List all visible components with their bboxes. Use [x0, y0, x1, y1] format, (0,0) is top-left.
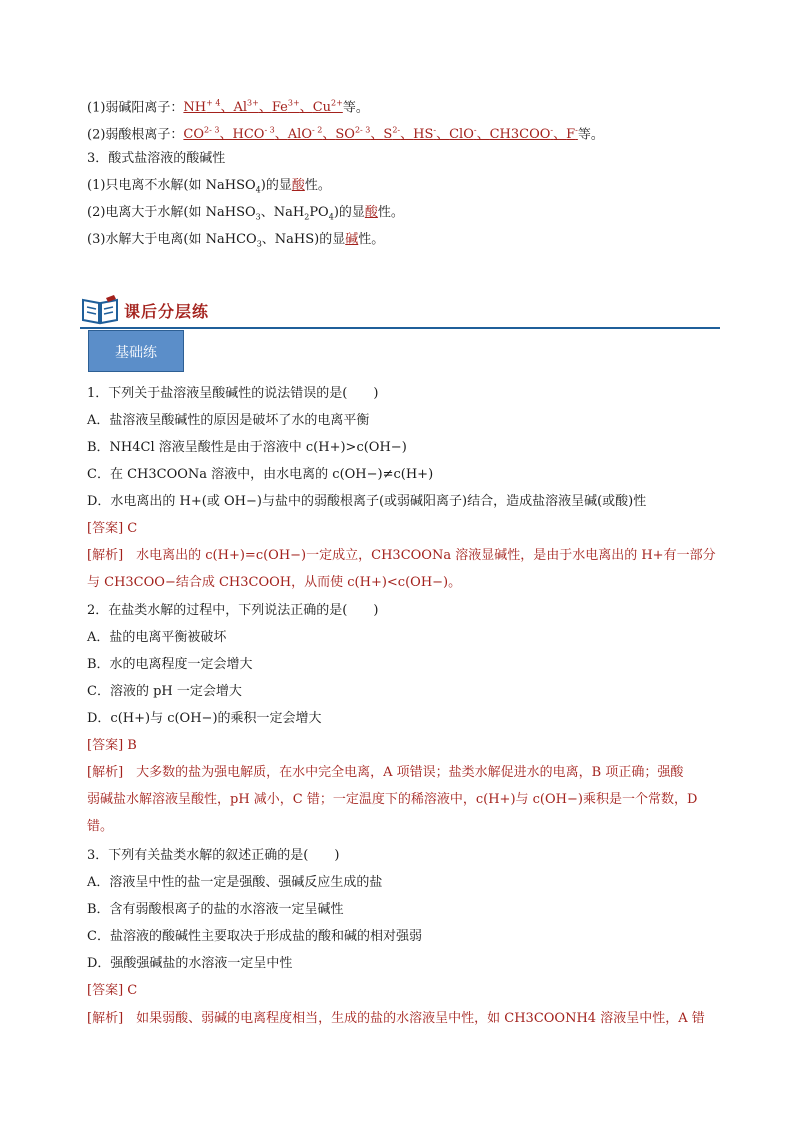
question-1-option-d: D．水电离出的 H+(或 OH−)与盐中的弱酸根离子(或弱碱阳离子)结合，造成盐溶液呈碱(或酸)性	[87, 494, 647, 509]
question-2-explanation-line-1: [解析] 大多数的盐为强电解质，在水中完全电离，A 项错误；盐类水解促进水的电离，B 项正确；强酸	[87, 765, 684, 780]
open-book-icon	[80, 294, 120, 326]
subheading: 3．酸式盐溶液的酸碱性	[87, 151, 226, 166]
question-1-option-b: B．NH4Cl 溶液呈酸性是由于溶液中 c(H+)>c(OH−)	[87, 440, 407, 455]
question-1-explanation-line-2: 与 CH3COO−结合成 CH3COOH，从而使 c(H+)<c(OH−)。	[87, 575, 462, 590]
question-1-answer: [答案] C	[87, 521, 138, 536]
question-3-explanation-line-1: [解析] 如果弱酸、弱碱的电离程度相当，生成的盐的水溶液呈中性，如 CH3COONH4 溶液呈中性，A 错	[87, 1011, 705, 1026]
question-2-option-a: A．盐的电离平衡被破坏	[87, 630, 227, 645]
ion-list: CO$^{2- 3}$、$HCO^{- 3}$、AlO$^{- 2}$、SO$^{2- 3}$、$S^{2-}$、HS-、ClO-、CH3COO-、F-	[183, 126, 578, 143]
section-divider	[80, 327, 720, 329]
question-1-explanation-line-1: [解析] 水电离出的 c(H+)=c(OH−)一定成立，CH3COONa 溶液显碱性，是由于水电离出的 H+有一部分	[87, 548, 716, 563]
question-3-option-a: A．溶液呈中性的盐一定是强酸、强碱反应生成的盐	[87, 875, 383, 890]
question-3-option-d: D．强酸强碱盐的水溶液一定呈中性	[87, 956, 293, 971]
section-header	[80, 294, 720, 330]
question-2-option-d: D．c(H+)与 c(OH−)的乘积一定会增大	[87, 711, 322, 726]
question-1-option-a: A．盐溶液呈酸碱性的原因是破坏了水的电离平衡	[87, 413, 370, 428]
weak-acid-anions-line: (2)弱酸根离子：CO$^{2- 3}$、$HCO^{- 3}$、AlO$^{- 2}$、SO$^{2- 3}$、$S^{2-}$、HS-、ClO-、CH3COO-、F-等。	[87, 126, 604, 143]
question-3-option-b: B．含有弱酸根离子的盐的水溶液一定呈碱性	[87, 902, 344, 917]
question-2-answer: [答案] B	[87, 738, 137, 753]
question-2-explanation-line-3: 错。	[87, 819, 114, 834]
section-title: 课后分层练	[124, 302, 210, 321]
point-2: (2)电离大于水解(如 NaHSO$_3$、$NaH_2PO_4$)的显酸性。	[87, 205, 404, 222]
line-label: (2)弱酸根离子：	[87, 127, 184, 143]
point-1: (1)只电离不水解(如 NaHSO$_4$)的显酸性。	[87, 178, 331, 195]
line-label: (1)弱碱阳离子：	[87, 100, 184, 116]
question-1-option-c: C．在 CH3COONa 溶液中，由水电离的 c(OH−)≠c(H+)	[87, 467, 434, 482]
ion-list: $NH^{+ 4}$、$Al^{3+}$、$Fe^{3+}$、$Cu^{2+}$	[183, 99, 343, 116]
question-3-answer: [答案] C	[87, 983, 138, 998]
weak-base-cations-line: (1)弱碱阳离子：$NH^{+ 4}$、$Al^{3+}$、$Fe^{3+}$、$Cu^{2+}$等。	[87, 99, 369, 116]
question-3-option-c: C．盐溶液的酸碱性主要取决于形成盐的酸和碱的相对强弱	[87, 929, 422, 944]
question-2-option-b: B．水的电离程度一定会增大	[87, 657, 253, 672]
tab-basic-practice: 基础练	[88, 330, 184, 372]
point-3: (3)水解大于电离(如 NaHCO$_3$、NaHS)的显碱性。	[87, 232, 385, 249]
question-2-explanation-line-2: 弱碱盐水解溶液呈酸性，pH 减小，C 错；一定温度下的稀溶液中，c(H+)与 c(OH−)乘积是一个常数，D	[87, 792, 698, 807]
question-1-stem: 1．下列关于盐溶液呈酸碱性的说法错误的是( )	[87, 386, 379, 401]
question-2-stem: 2．在盐类水解的过程中，下列说法正确的是( )	[87, 603, 379, 618]
question-2-option-c: C．溶液的 pH 一定会增大	[87, 684, 242, 699]
question-3-stem: 3．下列有关盐类水解的叙述正确的是( )	[87, 848, 340, 863]
